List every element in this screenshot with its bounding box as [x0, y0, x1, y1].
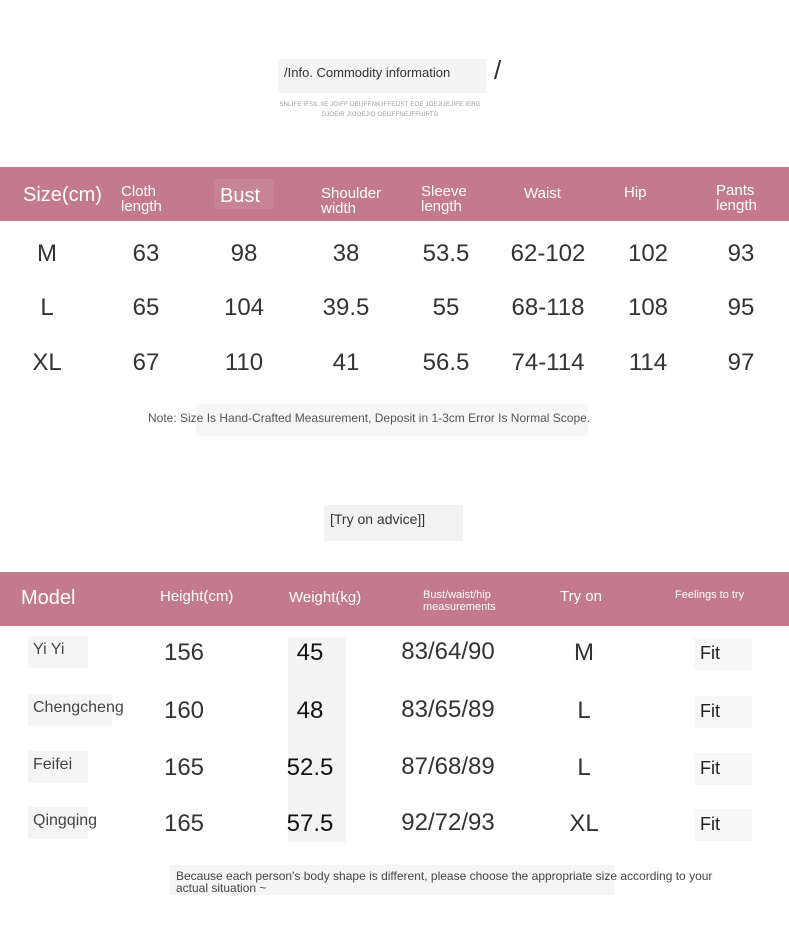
model-name: Qingqing: [33, 812, 98, 829]
model-bwh: 87/68/89: [401, 753, 495, 780]
size-label: M: [37, 240, 57, 267]
subtitle: SNLIFE IFSIL IIE JOIFF OEIJFFNKJFFEIJST EOE JOEJIJEJIFE IERG GJOEIR JIOOEJIO OEIJFFNEJFFUIRTG: [279, 102, 481, 118]
size-value: 114: [628, 349, 668, 376]
model-height: 165: [163, 754, 205, 781]
header-sleeve-line2: length: [421, 198, 462, 215]
size-value: 68-118: [511, 294, 585, 321]
header-size: Size(cm): [23, 184, 102, 206]
model-try-on-size: L: [577, 754, 591, 781]
model-fit-feeling: Fit: [700, 643, 720, 663]
size-value: 39.5: [322, 294, 370, 321]
header-sleeve-length: [421, 184, 467, 214]
model-weight: 57.5: [286, 810, 334, 837]
model-bwh: 92/72/93: [401, 809, 495, 836]
header-cloth-length: [121, 184, 162, 214]
header-cloth-line2: length: [121, 198, 162, 215]
model-height: 160: [163, 697, 205, 724]
size-value: 93: [727, 240, 755, 267]
header-height: Height(cm): [160, 588, 234, 605]
size-note: Note: Size Is Hand-Crafted Measurement, Deposit in 1-3cm Error Is Normal Scope.: [148, 411, 591, 425]
header-sleeve-line1: Sleeve: [421, 183, 467, 200]
model-weight: 45: [296, 639, 324, 666]
size-value: 98: [230, 240, 258, 267]
model-bwh: 83/65/89: [401, 696, 495, 723]
model-name: Feifei: [33, 756, 73, 773]
model-try-on-size: M: [574, 639, 594, 666]
header-bwh-line1: Bust/waist/hip: [423, 589, 491, 601]
size-value: 38: [332, 240, 360, 267]
header-weight: Weight(kg): [289, 589, 362, 606]
size-value: 95: [727, 294, 755, 321]
header-bwh-line2: measurements: [423, 601, 496, 613]
header-waist: Waist: [524, 185, 561, 202]
size-value: 56.5: [422, 349, 470, 376]
model-name: Chengcheng: [33, 699, 124, 716]
model-height: 165: [163, 810, 205, 837]
size-value: 67: [132, 349, 160, 376]
header-model: Model: [21, 587, 76, 609]
header-pants-line1: Pants: [716, 182, 755, 199]
model-height: 156: [163, 639, 205, 666]
page-title: /Info. Commodity information: [278, 59, 486, 93]
model-weight: 48: [296, 697, 324, 724]
size-label: XL: [32, 349, 62, 376]
header-shoulder-line1: Shoulder: [321, 185, 382, 202]
size-table-header: [0, 167, 789, 221]
header-cloth-line1: Cloth: [121, 183, 157, 200]
footer-note: Because each person's body shape is different, please choose the appropriate size according to your actual situation ~: [176, 869, 713, 895]
size-label: L: [40, 294, 54, 321]
header-hip: Hip: [624, 184, 647, 201]
size-value: 62-102: [510, 240, 586, 267]
size-value: 65: [132, 294, 160, 321]
size-value: 104: [223, 294, 265, 321]
model-fit-feeling: Fit: [700, 814, 720, 834]
size-value: 102: [627, 240, 669, 267]
model-name: Yi Yi: [33, 641, 65, 658]
header-bwh: [423, 589, 496, 613]
header-shoulder-width: [321, 186, 381, 216]
model-try-on-size: XL: [569, 810, 599, 837]
model-fit-feeling: Fit: [700, 758, 720, 778]
header-pants-line2: length: [716, 197, 757, 214]
header-try-on: Try on: [560, 588, 602, 605]
header-pants-length: [716, 183, 757, 213]
try-on-advice-title: [Try on advice]]: [324, 505, 463, 541]
size-value: 110: [224, 349, 264, 376]
header-bust: Bust: [220, 185, 261, 207]
size-value: 63: [132, 240, 160, 267]
size-value: 108: [627, 294, 669, 321]
model-bwh: 83/64/90: [401, 638, 495, 665]
size-value: 55: [432, 294, 460, 321]
header-feelings: Feelings to try: [675, 589, 745, 601]
model-try-on-size: L: [577, 697, 591, 724]
size-value: 97: [727, 349, 755, 376]
title-slash: /: [494, 55, 502, 85]
size-value: 53.5: [422, 240, 470, 267]
model-weight: 52.5: [286, 754, 334, 781]
header-shoulder-line2: width: [321, 200, 357, 217]
size-value: 41: [332, 349, 360, 376]
size-value: 74-114: [511, 349, 585, 376]
model-table-header: [0, 572, 789, 626]
model-fit-feeling: Fit: [700, 701, 720, 721]
